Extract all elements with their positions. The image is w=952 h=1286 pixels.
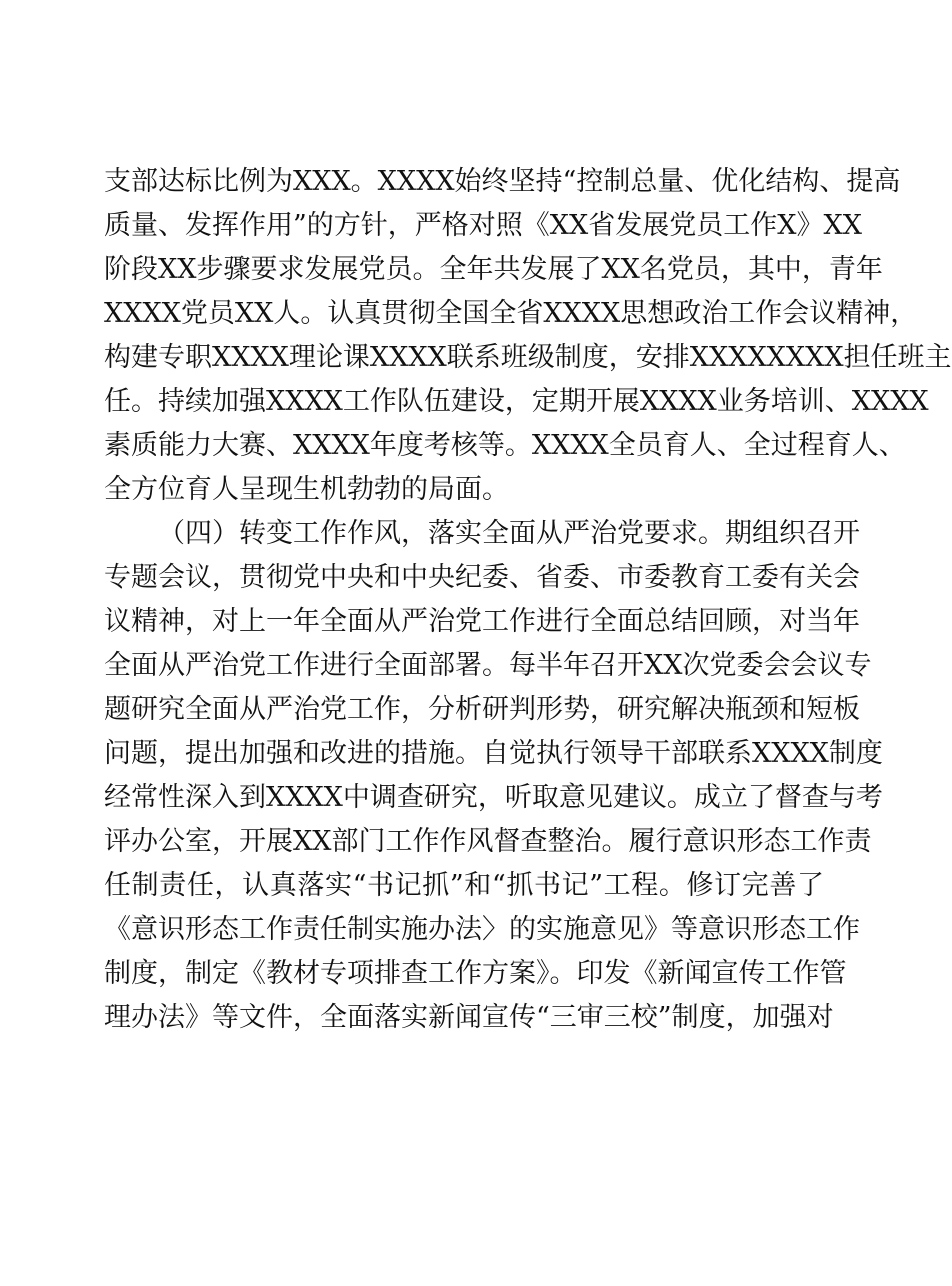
- text-line: XXXX党员XX人。认真贯彻全国全省XXXX思想政治工作会议精神，: [104, 298, 918, 329]
- text-line: 评办公室，开展XX部门工作作风督查整治。履行意识形态工作责: [104, 826, 872, 857]
- text-line: 《意识形态工作责任制实施办法〉的实施意见》等意识形态工作: [104, 914, 860, 945]
- text-line: 质量、发挥作用”的方针，严格对照《XX省发展党员工作X》XX: [104, 210, 862, 241]
- text-line: 任。持续加强XXXX工作队伍建设，定期开展XXXX业务培训、XXXX: [104, 386, 929, 417]
- document-body: [104, 160, 952, 1040]
- text-line: 经常性深入到XXXX中调查研究，听取意见建议。成立了督查与考: [104, 782, 883, 813]
- paragraph-work-style: [104, 512, 883, 1040]
- text-line: 支部达标比例为XXX。XXXX始终坚持“控制总量、优化结构、提高: [104, 166, 901, 197]
- text-line: 问题，提出加强和改进的措施。自觉执行领导干部联系XXXX制度: [104, 738, 883, 769]
- text-line: 构建专职XXXX理论课XXXX联系班级制度，安排XXXXXXXX担任班主: [104, 342, 952, 373]
- text-line: 专题会议，贯彻党中央和中央纪委、省委、市委教育工委有关会: [104, 562, 860, 593]
- text-line: 制度，制定《教材专项排查工作方案》。印发《新闻宣传工作管: [104, 958, 847, 989]
- text-line: 任制责任，认真落实“书记抓”和“抓书记”工程。修订完善了: [104, 870, 824, 901]
- paragraph-party-development: [104, 160, 952, 512]
- text-line: 全方位育人呈现生机勃勃的局面。: [104, 474, 509, 505]
- text-line: 全面从严治党工作进行全面部署。每半年召开XX次党委会会议专: [104, 650, 872, 681]
- text-line: 题研究全面从严治党工作，分析研判形势，研究解决瓶颈和短板: [104, 694, 860, 725]
- text-line: 议精神，对上一年全面从严治党工作进行全面总结回顾，对当年: [104, 606, 860, 637]
- text-line: 阶段XX步骤要求发展党员。全年共发展了XX名党员，其中，青年: [104, 254, 883, 285]
- section-heading-line: （四）转变工作作风，落实全面从严治党要求。期组织召开: [158, 518, 860, 549]
- text-line: 素质能力大赛、XXXX年度考核等。XXXX全员育人、全过程育人、: [104, 430, 906, 461]
- text-line: 理办法》等文件，全面落实新闻宣传“三审三校”制度，加强对: [104, 1002, 834, 1033]
